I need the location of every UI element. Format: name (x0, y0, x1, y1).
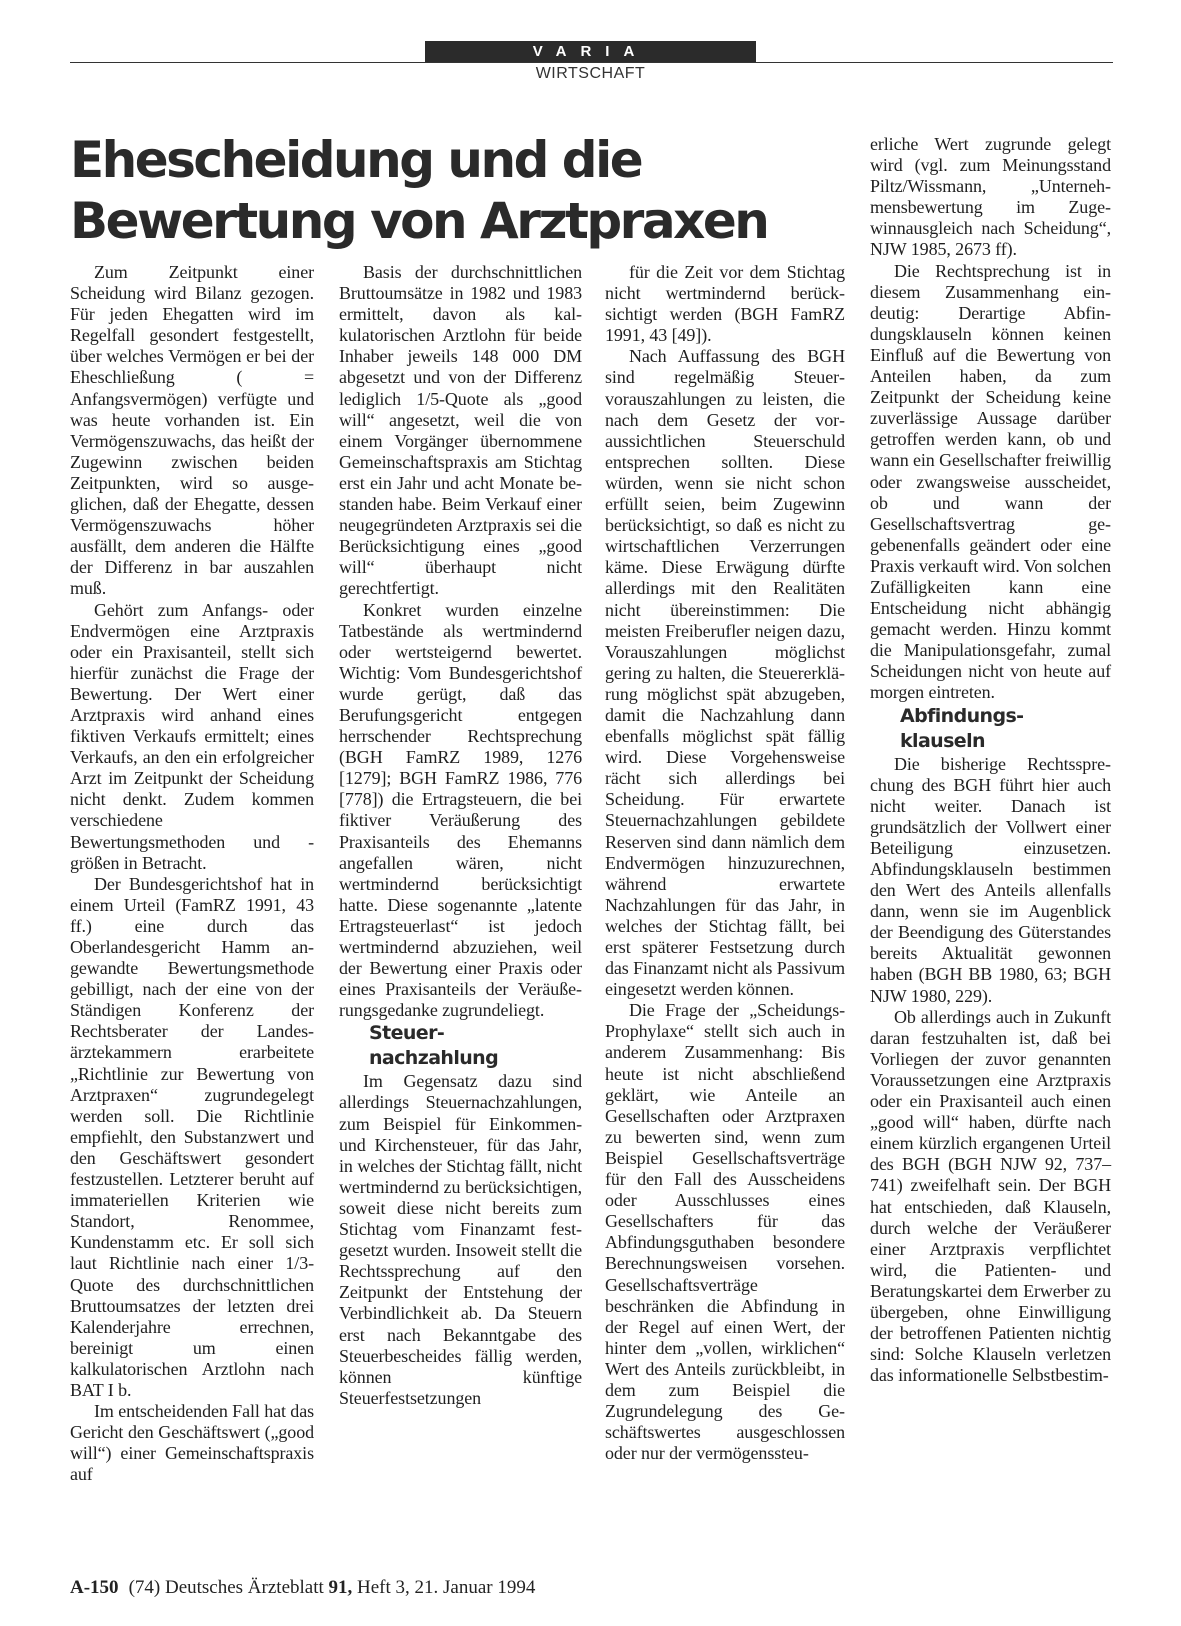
page-number: (74) (128, 1577, 161, 1598)
column-2 (339, 262, 582, 1409)
subheading-line: klauseln (900, 729, 985, 752)
page-footer (70, 1577, 535, 1599)
column-4 (870, 134, 1111, 1386)
column-3 (605, 262, 845, 1464)
paragraph: Ob allerdings auch in Zukunft daran festzuhalten ist, daß bei Vorliegen der zuvor genannten Voraussetzungen eine Arztpraxis oder ein Praxisanteil auch einen „good will“ haben, dürfte nach einem kürzlich ergangenen Urteil des BGH (BGH NJW 92, 737–741) zweifelhaft sein. Der BGH hat entschieden, daß Klauseln, durch welche der Veräußerer einer Arztpraxis verpflichtet wird, die Patienten- und Beratungskartei dem Erwerber zu übergeben, ohne Einwilligung der betroffenen Patienten nichtig sind: Solche Klauseln verletzen das informationelle Selbstbestim- (870, 1006, 1111, 1386)
paragraph: Zum Zeitpunkt einer Scheidung wird Bilanz gezogen. Für jeden Ehegatten wird im Regelfall gesondert festgestellt, über welches Vermögen er bei der Eheschließung ( = Anfangsvermögen) verfügte und was heute vorhanden ist. Ein Vermögenszuwachs, das heißt der Zugewinn zwischen beiden Zeitpunkten, wird so ausgeglichen, daß der Ehegatte, dessen Vermögenszuwachs höher ausfällt, dem anderen die Hälfte der Differenz in bar auszahlen muß. (70, 262, 314, 599)
paragraph: Im entscheidenden Fall hat das Gericht den Geschäftswert („good will“) einer Gemeinschaftspraxis auf (70, 1401, 314, 1485)
subheading-line: Steuer- (369, 1022, 445, 1045)
title-line-1: Ehescheidung und die (70, 131, 642, 189)
subheading-steuernachzahlung (339, 1021, 582, 1071)
journal-name: Deutsches Ärzteblatt (164, 1577, 324, 1598)
rubric-label: WIRTSCHAFT (535, 65, 646, 82)
paragraph: Basis der durchschnittlichen Bruttoumsätze in 1982 und 1983 ermittelt, davon als kalkulatorischen Arztlohn für beide Inhaber jeweils 148 000 DM abgesetzt und von der Differenz lediglich 1/5-Quote als „good will“ angesetzt, weil die von einem Vorgänger übernommene Gemeinschaftspraxis am Stichtag erst ein Jahr und acht Monate bestanden habe. Beim Verkauf einer neugegründeten Arztpraxis sei die Berücksichtigung eines „good will“ überhaupt nicht gerechtfertigt. (339, 262, 582, 599)
column-1 (70, 262, 314, 1485)
paragraph: Der Bundesgerichtshof hat in einem Urteil (FamRZ 1991, 43 ff.) eine durch das Oberlandesgericht Hamm angewandte Bewertungsmethode gebilligt, nach der eine von der Ständigen Konferenz der Rechtsberater der Landesärztekammern erarbeitete „Richtlinie zur Bewertung von Arztpraxen“ zugrundegelegt werden soll. Die Richtlinie empfiehlt, den Substanzwert und den Geschäftswert gesondert festzustellen. Letzterer beruht auf immateriellen Kriterien wie Standort, Renommee, Kundenstamm etc. Er soll sich laut Richtlinie nach einer 1/3-Quote des durchschnittlichen Bruttoumsatzes der letzten drei Kalenderjahre errechnen, bereinigt um einen kalkulatorischen Arztlohn nach BAT I b. (70, 873, 314, 1400)
subheading-line: Abfindungs- (900, 704, 1024, 727)
title-line-2: Bewertung von Arztpraxen (70, 192, 768, 250)
paragraph: Gehört zum Anfangs- oder Endvermögen eine Arztpraxis oder ein Praxisanteil, stellt sich hierfür zunächst die Frage der Bewertung. Der Wert einer Arztpraxis wird anhand eines fiktiven Verkaufs ermittelt; eines Verkaufs, an den ein erfolgreicher Arzt im Zeitpunkt der Scheidung nicht denkt. Zudem kommen verschiedene Bewertungsmethoden und -größen in Betracht. (70, 599, 314, 873)
paragraph: Die Rechtsprechung ist in diesem Zusammenhang eindeutig: Derartige Abfindungsklauseln können keinen Einfluß auf die Bewertung von Anteilen haben, da zum Zeitpunkt der Scheidung keine zuverlässige Aussage darüber getroffen werden kann, ob und wann ein Gesellschafter freiwillig oder zwangsweise ausscheidet, ob und wann der Gesellschaftsvertrag gegebenenfalls geändert oder eine Praxis verkauft wird. Von solchen Zufälligkeiten kann eine Entscheidung nicht abhängig gemacht werden. Hinzu kommt die Manipulationsgefahr, zumal Scheidungen nicht von heute auf morgen eintreten. (870, 260, 1112, 703)
header-rule (70, 62, 1113, 63)
page-code: A-150 (70, 1577, 119, 1598)
section-bar: VARIA (425, 41, 756, 62)
article-title (70, 130, 830, 252)
paragraph: Die bisherige Rechtssprechung des BGH führt hier auch nicht weiter. Danach ist grundsätzlich der Vollwert einer Beteiligung einzusetzen. Abfindungsklauseln bestimmen den Wert des Anteils allenfalls dann, wenn sie im Augenblick der Beendigung des Güterstandes bereits Aktualität gewonnen haben (BGH BB 1980, 63; BGH NJW 1980, 229). (870, 753, 1111, 1006)
paragraph: Nach Auffassung des BGH sind regelmäßig Steuervorauszahlungen zu leisten, die nach dem Gesetz der voraussichtlichen Steuerschuld entsprechen sollten. Diese würden, wenn sie nicht schon erfüllt seien, beim Zugewinn berücksichtigt, so daß es nicht zu wirtschaftlichen Verzerrungen käme. Diese Erwägung dürfte allerdings mit den Realitäten nicht übereinstimmen: Die meisten Freiberufler neigen dazu, Vorauszahlungen möglichst gering zu halten, die Steuererklärung möglichst spät abzugeben, damit die Nachzahlung dann ebenfalls möglichst spät fällig wird. Diese Vorgehensweise rächt sich allerdings bei Scheidung. Für erwartete Steuernachzahlungen gebildete Reserven sind dann nämlich dem Endvermögen hinzuzurechnen, während erwartete Nachzahlungen für das Jahr, in welches der Stichtag fällt, bei erst späterer Festsetzung durch das Finanzamt nicht als Passivum eingesetzt werden können. (605, 346, 845, 1000)
volume-number: 91, (328, 1577, 353, 1598)
paragraph: für die Zeit vor dem Stichtag nicht wertmindernd berücksichtigt werden (BGH FamRZ 1991, 43 [49]). (605, 262, 845, 346)
subheading-abfindungsklauseln (870, 704, 1111, 754)
paragraph: Die Frage der „Scheidungs-Prophylaxe“ stellt sich auch in anderem Zusammenhang: Bis heute ist nicht abschließend geklärt, wie Anteile an Gesellschaften oder Arztpraxen zu bewerten sind, wenn zum Beispiel Gesellschaftsverträge für den Fall des Ausscheidens oder Ausschlusses eines Gesellschafters für das Abfindungsguthaben besondere Berechnungsweisen vorsehen. Gesellschaftsverträge beschränken die Abfindung in der Regel auf einen Wert, der hinter dem „vollen, wirklichen“ Wert des Anteils zurückbleibt, in dem zum Beispiel die Zugrundelegung des Geschäftswertes ausgeschlossen oder nur der vermögenssteu- (605, 1000, 845, 1464)
subheading-line: nachzahlung (369, 1047, 499, 1070)
issue-date: Heft 3, 21. Januar 1994 (357, 1577, 536, 1598)
paragraph: Konkret wurden einzelne Tatbestände als wertmindernd oder wertsteigernd bewertet. Wichtig: Vom Bundesgerichtshof wurde gerügt, daß das Berufungsgericht entgegen herrschender Rechtsprechung (BGH FamRZ 1989, 1276 [1279]; BGH FamRZ 1986, 776 [778]) die Ertragsteuern, die bei fiktiver Veräußerung des Praxisanteils des Ehemanns angefallen wären, nicht wertmindernd berücksichtigt hatte. Diese sogenannte „latente Ertragsteuerlast“ ist jedoch wertmindernd abzuziehen, weil der Bewertung einer Praxis oder eines Praxisanteils der Veräußerungsgedanke zugrundeliegt. (339, 599, 582, 1021)
paragraph: Im Gegensatz dazu sind allerdings Steuernachzahlungen, zum Beispiel für Einkommen- und Kirchensteuer, für das Jahr, in welches der Stichtag fällt, nicht wertmindernd zu berücksichtigen, soweit diese nicht bereits zum Stichtag vom Finanzamt festgesetzt wurden. Insoweit stellt die Rechtssprechung auf den Zeitpunkt der Entstehung der Verbindlichkeit ab. Da Steuern erst nach Bekanntgabe des Steuerbescheides fällig werden, können künftige Steuerfestsetzungen (339, 1071, 582, 1408)
paragraph: erliche Wert zugrunde gelegt wird (vgl. zum Meinungsstand Piltz/Wissmann, „Unternehmensbewertung im Zugewinnausgleich nach Scheidung“, NJW 1985, 2673 ff). (870, 134, 1111, 260)
